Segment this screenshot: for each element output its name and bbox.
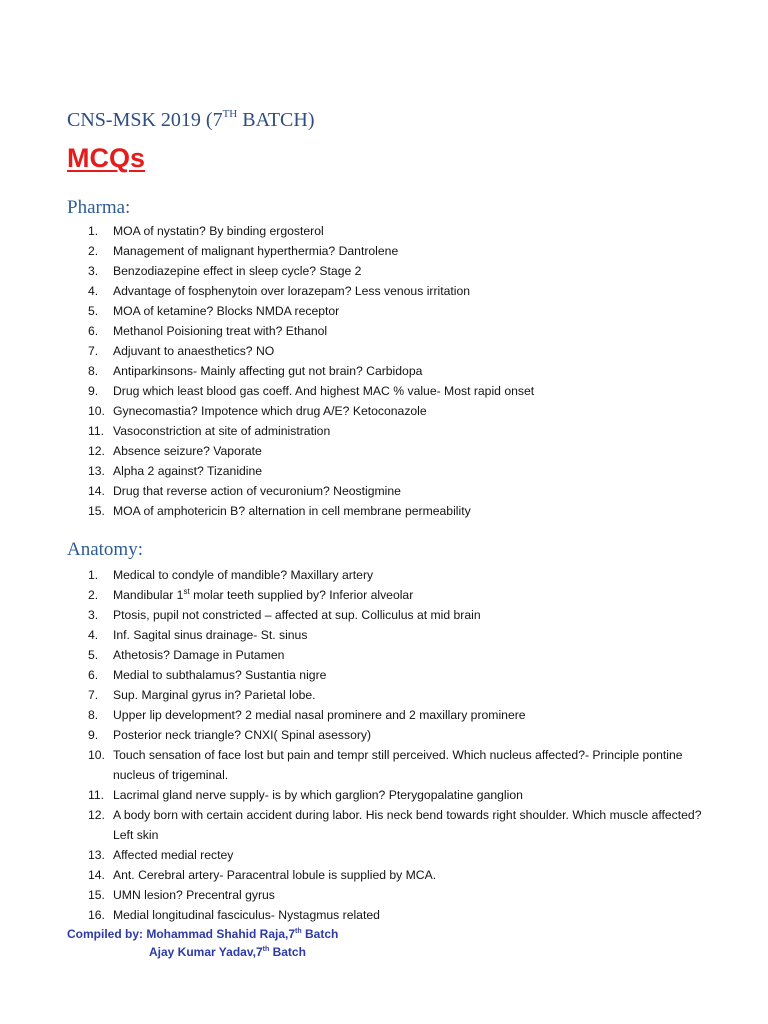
list-item (0, 625, 703, 645)
item-number: 4. (88, 284, 99, 298)
section-heading-pharma: Pharma: (67, 197, 131, 218)
item-text: Benzodiazepine effect in sleep cycle? Stage 2 (113, 264, 362, 278)
item-text: MOA of nystatin? By binding ergosterol (113, 224, 324, 238)
item-text: Athetosis? Damage in Putamen (113, 648, 285, 662)
document-subtitle: MCQs (67, 143, 146, 173)
list-item (0, 805, 703, 845)
credits-text: Batch (269, 945, 306, 959)
item-text: Sup. Marginal gyrus in? Parietal lobe. (113, 688, 316, 702)
list-item (0, 361, 703, 381)
list-item (0, 565, 703, 585)
credits-line-1 (67, 927, 338, 941)
item-text: Adjuvant to anaesthetics? NO (113, 344, 275, 358)
item-text: Management of malignant hyperthermia? Dantrolene (113, 244, 399, 258)
pharma-question-list (0, 221, 703, 521)
item-text: UMN lesion? Precentral gyrus (113, 888, 275, 902)
item-number: 9. (88, 728, 99, 742)
item-text: MOA of amphotericin B? alternation in cell membrane permeability (113, 504, 471, 518)
item-text: Touch sensation of face lost but pain and tempr still perceived. Which nucleus affected?- Principle pontine nucleus of trigeminal. (113, 748, 683, 782)
list-item (0, 481, 703, 501)
list-item (0, 441, 703, 461)
list-item (0, 501, 703, 521)
item-number: 11. (88, 424, 105, 438)
item-number: 11. (88, 788, 105, 802)
item-number: 1. (88, 224, 99, 238)
list-item (0, 301, 703, 321)
credits-superscript: th (295, 928, 302, 935)
list-item (0, 905, 703, 925)
item-number: 15. (88, 504, 105, 518)
item-text: Methanol Poisioning treat with? Ethanol (113, 324, 328, 338)
item-number: 3. (88, 608, 99, 622)
item-text: Advantage of fosphenytoin over lorazepam? Less venous irritation (113, 284, 471, 298)
list-item (0, 685, 703, 705)
item-number: 1. (88, 568, 99, 582)
item-number: 16. (88, 908, 105, 922)
item-number: 12. (88, 808, 105, 822)
item-number: 14. (88, 484, 105, 498)
section-heading-anatomy: Anatomy: (67, 539, 143, 560)
list-item (0, 885, 703, 905)
list-item (0, 381, 703, 401)
credits-line-2 (149, 943, 338, 961)
item-text: Affected medial rectey (113, 848, 234, 862)
list-item (0, 461, 703, 481)
item-text-part: molar teeth supplied by? Inferior alveolar (189, 588, 414, 602)
list-item (0, 645, 703, 665)
list-item (0, 665, 703, 685)
item-text: A body born with certain accident during labor. His neck bend towards right shoulder. Which muscle affected? Left skin (113, 808, 702, 842)
compiled-by-credits (67, 925, 338, 961)
item-text: Posterior neck triangle? CNXI( Spinal asessory) (113, 728, 372, 742)
item-number: 2. (88, 588, 99, 602)
item-number: 13. (88, 848, 105, 862)
item-text: Medial to subthalamus? Sustantia nigre (113, 668, 327, 682)
credits-text: Ajay Kumar Yadav,7 (149, 945, 263, 959)
list-item (0, 421, 703, 441)
anatomy-question-list (0, 565, 703, 925)
item-text: Upper lip development? 2 medial nasal prominere and 2 maxillary prominere (113, 708, 526, 722)
item-text-superscript: st (183, 586, 190, 596)
item-number: 14. (88, 868, 105, 882)
list-item (0, 745, 703, 785)
item-text: Absence seizure? Vaporate (113, 444, 262, 458)
item-number: 7. (88, 344, 99, 358)
item-number: 5. (88, 648, 99, 662)
item-text: Ant. Cerebral artery- Paracentral lobule is supplied by MCA. (113, 868, 437, 882)
item-text: Ptosis, pupil not constricted – affected at sup. Colliculus at mid brain (113, 608, 481, 622)
list-item (0, 221, 703, 241)
item-text-part: Mandibular 1 (113, 588, 184, 602)
credits-text: Batch (301, 927, 339, 941)
list-item (0, 785, 703, 805)
item-number: 4. (88, 628, 99, 642)
item-text: Gynecomastia? Impotence which drug A/E? Ketoconazole (113, 404, 427, 418)
title-superscript: TH (222, 108, 238, 121)
item-number: 12. (88, 444, 105, 458)
item-number: 13. (88, 464, 105, 478)
item-number: 8. (88, 364, 99, 378)
title-suffix: BATCH) (237, 109, 315, 131)
list-item (0, 705, 703, 725)
list-item (0, 605, 703, 625)
credits-text: Compiled by: Mohammad Shahid Raja,7 (67, 927, 296, 941)
item-text: Medical to condyle of mandible? Maxillary artery (113, 568, 374, 582)
list-item (0, 865, 703, 885)
item-number: 6. (88, 324, 99, 338)
document-title (67, 109, 314, 132)
item-text: Drug which least blood gas coeff. And highest MAC % value- Most rapid onset (113, 384, 535, 398)
item-text: Lacrimal gland nerve supply- is by which garglion? Pterygopalatine ganglion (113, 788, 523, 802)
item-number: 2. (88, 244, 99, 258)
title-prefix: CNS-MSK 2019 (7 (67, 109, 223, 131)
item-number: 6. (88, 668, 99, 682)
list-item (0, 725, 703, 745)
item-text: Alpha 2 against? Tizanidine (113, 464, 263, 478)
list-item (0, 845, 703, 865)
list-item (0, 281, 703, 301)
list-item (0, 261, 703, 281)
item-text: Antiparkinsons- Mainly affecting gut not brain? Carbidopa (113, 364, 423, 378)
item-number: 8. (88, 708, 99, 722)
list-item (0, 401, 703, 421)
item-number: 7. (88, 688, 99, 702)
list-item (0, 241, 703, 261)
item-number: 5. (88, 304, 99, 318)
item-text: MOA of ketamine? Blocks NMDA receptor (113, 304, 340, 318)
item-text: Inf. Sagital sinus drainage- St. sinus (113, 628, 308, 642)
item-text: Drug that reverse action of vecuronium? Neostigmine (113, 484, 401, 498)
item-number: 10. (88, 404, 105, 418)
item-number: 10. (88, 748, 105, 762)
list-item (0, 321, 703, 341)
list-item (0, 341, 703, 361)
item-number: 9. (88, 384, 99, 398)
list-item (0, 585, 703, 605)
item-text (113, 585, 703, 605)
credits-superscript: th (262, 946, 270, 953)
item-number: 3. (88, 264, 99, 278)
item-number: 15. (88, 888, 105, 902)
item-text: Medial longitudinal fasciculus- Nystagmus related (113, 908, 380, 922)
item-text: Vasoconstriction at site of administration (113, 424, 331, 438)
